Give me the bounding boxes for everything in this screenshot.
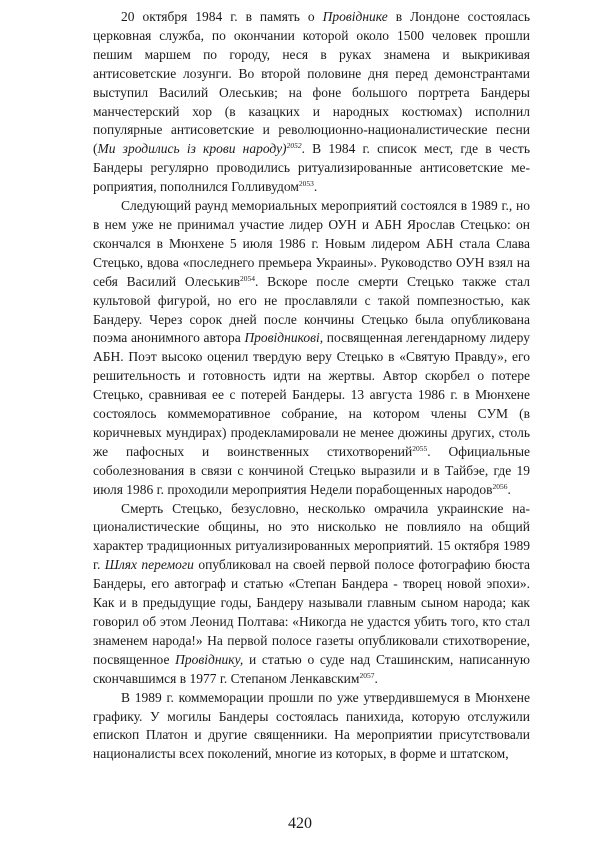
page-number: 420 (288, 815, 312, 832)
paragraph (93, 8, 530, 197)
text-run: . В 1984 г. список мест, где в честь Бандеры регулярно проводились ритуализированные антисоветские мероприятия, пополнился Голливудом (93, 141, 530, 195)
footnote-marker: 2056 (492, 481, 508, 491)
text-run: . Официальные соболезнования в связи с кончиной Стецько выразили и в Тайбэе, где 19 июля 1986 г. проходили мероприятия Недели порабощенных народов (93, 443, 531, 497)
text-run: в Лондоне состоялась церковная служба, по окончании которой около 1500 человек прошли пешим маршем по городу, неся в руках знамена и выкрикивая антисоветские лозунги. Во второй половине дня перед демонстрантами выступил Василий Олеськив; на фоне большого портрета Бандеры манчестерский хор (в казацких и народных костюмах) исполнил популярные антисоветские и революционно-националистические песни ( (93, 9, 530, 157)
italic-title: Провідникові, (244, 330, 324, 346)
paragraph (93, 197, 530, 500)
text-run: . (507, 481, 511, 497)
italic-title: Ми зродились із крови народу) (97, 141, 287, 157)
italic-title: Провіднике (322, 9, 388, 24)
text-run: и статью о суде над Сташинским, написанную скончавшимся в 1977 г. Степаном Ленкавским (93, 651, 530, 686)
text-run: опубликовал на своей первой полосе фотографию бюста Бандеры, его автограф и статью «Степан Бандера - творец новой эпохи». Как и в предыдущие годы, Бандеру называли главным сыном народа; как говорил об этом Леонид Полтава: «Никогда не удастся убить того, кто стал знаменем народа!» На первой полосе газеты опубликовали стихотворение, посвященное (93, 557, 531, 667)
footnote-marker: 2052 (286, 141, 302, 151)
text-run: Смерть Стецько, безусловно, несколько омрачила украинские националистические общины, но это нисколько не повлияло на общий характер традиционных ритуализированных мероприятий. 15 октября 1989 г. (93, 500, 530, 573)
text-run: . (313, 179, 318, 195)
footnote-marker: 2055 (412, 443, 428, 453)
text-run: В 1989 г. коммеморации прошли по уже утвердившемуся в Мюнхене графику. У могилы Бандеры состоялась панихида, которую отслужили епископ Платон и другие священники. На мероприятии присутствовали националисты всех поколений, многие из которых, в форме и штатском, (93, 689, 530, 762)
footnote-marker: 2053 (298, 179, 314, 189)
text-run: посвященная легендарному лидеру АБН. Поэт высоко оценил твердую веру Стецько в «Святую Правду», его решительность и готовность идти на жертвы. Автор скорбел о потере Стецько, сравнивая ее с потерей Бандеры. 13 августа 1986 г. в Мюнхене состоялось коммеморативное собрание, на котором члены СУМ (в коричневых мундирах) продекламировали не менее дюжины других, столь же пафосных и воинственных стихотворений (93, 330, 530, 459)
italic-title: Провіднику, (175, 651, 244, 667)
text-run: 20 октября 1984 г. в память о (121, 9, 323, 24)
text-run: . Вскоре после смерти Стецько также стал культовой фигурой, но его не прославляли с такой помпезностью, как Бандеру. Через сорок дней после кончины Стецько была опубликована поэма анонимного автора (93, 273, 530, 346)
footnote-marker: 2054 (239, 273, 255, 283)
text-run: Следующий раунд мемориальных мероприятий состоялся в 1989 г., но в нем уже не принимал участие лидер ОУН и АБН Ярослав Стецько: он скончался в Мюнхене 5 июля 1986 г. Новым лидером АБН стала Слава Стецько, вдова «последнего премьера Украины». Руководство ОУН взял на себя Василий Олеськив (93, 198, 530, 289)
italic-title: Шлях перемоги (104, 557, 194, 573)
footnote-marker: 2057 (359, 670, 375, 680)
page-text (93, 8, 530, 764)
paragraph (93, 689, 530, 765)
text-run: . (374, 670, 378, 686)
paragraph (93, 500, 530, 689)
